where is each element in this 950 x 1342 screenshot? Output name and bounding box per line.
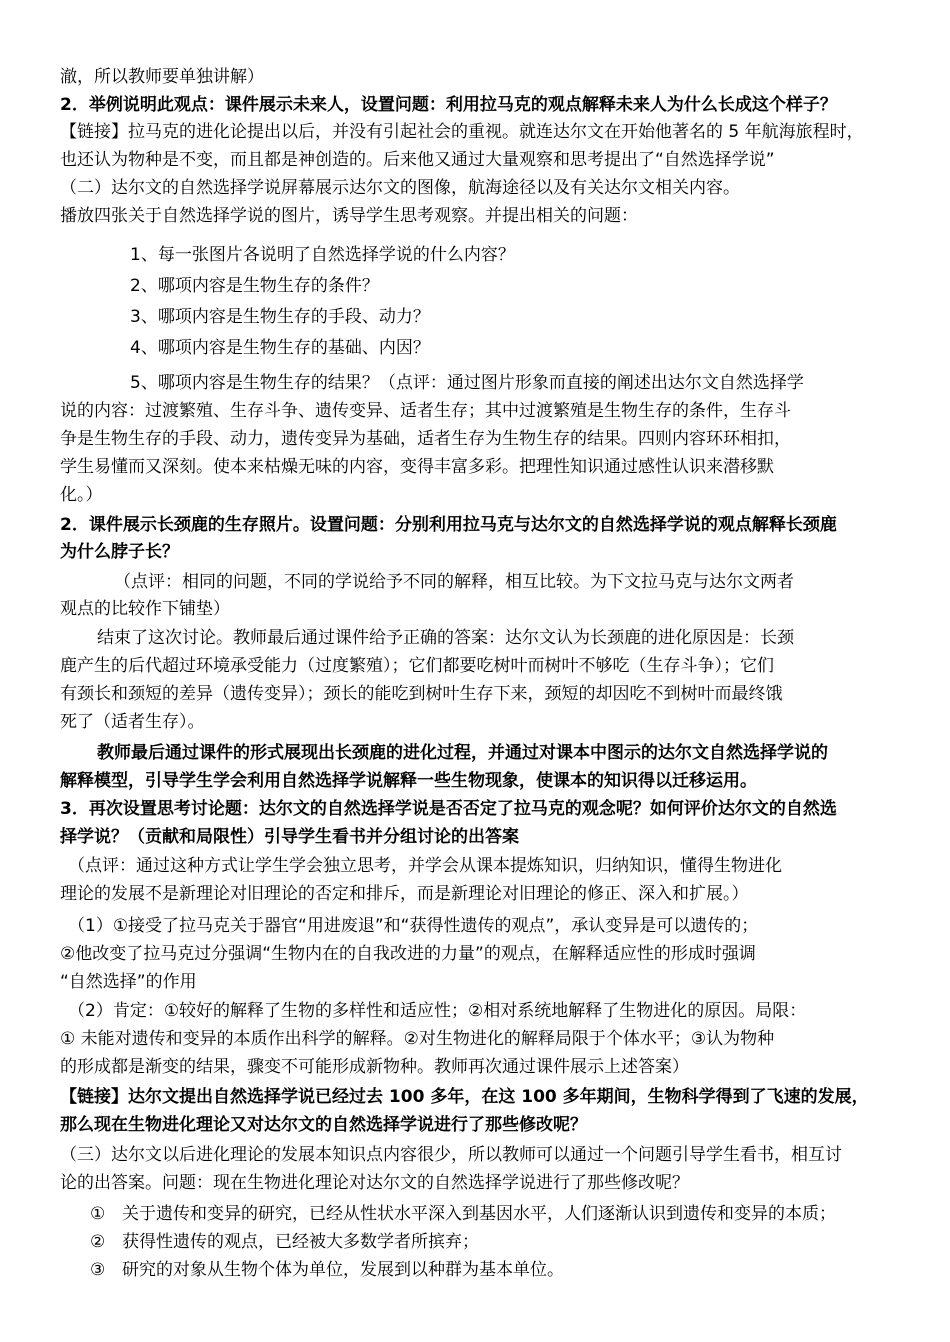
text-line: 争是生物生存的手段、动力，遗传变异为基础，适者生存为生物生存的结果。四则内容环环相扣， <box>60 429 791 449</box>
text-line: 3．再次设置思考讨论题：达尔文的自然选择学说是否否定了拉马克的观念呢？如何评价达尔文的自然选 <box>60 799 837 819</box>
text-line: 化。） <box>60 485 103 505</box>
text-line: 播放四张关于自然选择学说的图片，诱导学生思考观察。并提出相关的问题： <box>60 206 638 226</box>
text-line: 也还认为物种是不变，而且都是神创造的。后来他又通过大量观察和思考提出了“自然选择学说” <box>60 150 775 170</box>
text-line: 为什么脖子长？ <box>60 542 179 562</box>
list-item <box>90 1229 910 1255</box>
question-item: 5、哪项内容是生物生存的结果？（点评：通过图片形象而直接的阐述出达尔文自然选择学 <box>130 373 804 393</box>
text-line: 说的内容：过渡繁殖、生存斗争、遗传变异、适者生存；其中过渡繁殖是生物生存的条件，生存斗 <box>60 401 791 421</box>
text-line: 理论的发展不是新理论对旧理论的否定和排斥，而是新理论对旧理论的修正、深入和扩展。） <box>60 884 749 904</box>
question-item: 1、每一张图片各说明了自然选择学说的什么内容？ <box>130 245 515 265</box>
question-item: 2、哪项内容是生物生存的条件？ <box>130 276 379 296</box>
text-line: （点评：相同的问题，不同的学说给予不同的解释，相互比较。为下文拉马克与达尔文两者 <box>114 572 794 592</box>
text-line: 解释模型，引导学生学会利用自然选择学说解释一些生物现象，使课本的知识得以迁移运用。 <box>60 771 757 791</box>
text-line: 死了（适者生存）。 <box>60 712 205 732</box>
text-line: 论的出答案。问题：现在生物进化理论对达尔文的自然选择学说进行了那些修改呢？ <box>60 1173 689 1193</box>
list-item-text: 研究的对象从生物个体为单位，发展到以种群为基本单位。 <box>122 1260 564 1280</box>
list-item-text: 关于遗传和变异的研究，已经从性状水平深入到基因水平，人们逐渐认识到遗传和变异的本质； <box>122 1204 836 1224</box>
list-item-number: ① <box>90 1204 106 1224</box>
list-item-number: ② <box>90 1232 106 1252</box>
text-line: ① 未能对遗传和变异的本质作出科学的解释。②对生物进化的解释局限于个体水平；③认为物种 <box>60 1029 775 1049</box>
list-item <box>90 1257 910 1283</box>
list-item <box>90 1201 910 1227</box>
text-line: 教师最后通过课件的形式展现出长颈鹿的进化过程，并通过对课本中图示的达尔文自然选择学说的 <box>97 743 828 763</box>
list-item-number: ③ <box>90 1260 106 1280</box>
text-line: （2）肯定：①较好的解释了生物的多样性和适应性；②相对系统地解释了生物进化的原因。局限： <box>68 1001 807 1021</box>
text-line: 观点的比较作下铺垫） <box>60 599 230 619</box>
text-line: 鹿产生的后代超过环境承受能力（过度繁殖）；它们都要吃树叶而树叶不够吃（生存斗争）；它们 <box>60 656 774 676</box>
text-line: 的形成都是渐变的结果，骤变不可能形成新物种。教师再次通过课件展示上述答案） <box>60 1057 689 1077</box>
text-line: 有颈长和颈短的差异（遗传变异）；颈长的能吃到树叶生存下来，颈短的却因吃不到树叶而最终饿 <box>60 684 783 704</box>
text-line: 【链接】拉马克的进化论提出以后，并没有引起社会的重视。就连达尔文在开始他著名的 5 年航海旅程时， <box>60 122 864 142</box>
text-line: “自然选择”的作用 <box>60 972 197 992</box>
text-line: 那么现在生物进化理论又对达尔文的自然选择学说进行了那些修改呢？ <box>60 1115 587 1135</box>
list-item-text: 获得性遗传的观点，已经被大多数学者所摈弃； <box>122 1232 479 1252</box>
text-line: （1）①接受了拉马克关于器官“用进废退”和“获得性遗传的观点”，承认变异是可以遗传的； <box>68 916 759 936</box>
text-line: 择学说？（贡献和局限性）引导学生看书并分组讨论的出答案 <box>60 827 519 847</box>
text-line: 澈，所以教师要单独讲解） <box>60 67 264 87</box>
text-line: ②他改变了拉马克过分强调“生物内在的自我改进的力量”的观点，在解释适应性的形成时强调 <box>60 944 756 964</box>
question-item: 3、哪项内容是生物生存的手段、动力？ <box>130 307 430 327</box>
text-line: 学生易懂而又深刻。使本来枯燥无味的内容，变得丰富多彩。把理性知识通过感性认识来潜移默 <box>60 457 774 477</box>
text-line: （点评：通过这种方式让学生学会独立思考，并学会从课本提炼知识，归纳知识，懂得生物进化 <box>68 856 782 876</box>
text-line: （二）达尔文的自然选择学说屏幕展示达尔文的图像，航海途径以及有关达尔文相关内容。 <box>60 178 740 198</box>
text-line: （三）达尔文以后进化理论的发展本知识点内容很少，所以教师可以通过一个问题引导学生看书，相互讨 <box>60 1145 842 1165</box>
text-line: 【链接】达尔文提出自然选择学说已经过去 100 多年，在这 100 多年期间，生物科学得到了飞速的发展， <box>60 1087 869 1107</box>
question-item: 4、哪项内容是生物生存的基础、内因？ <box>130 338 430 358</box>
text-line: 2．课件展示长颈鹿的生存照片。设置问题：分别利用拉马克与达尔文的自然选择学说的观点解释长颈鹿 <box>60 515 837 535</box>
text-line: 结束了这次讨论。教师最后通过课件给予正确的答案：达尔文认为长颈鹿的进化原因是：长颈 <box>97 628 794 648</box>
text-line: 2．举例说明此观点：课件展示未来人，设置问题：利用拉马克的观点解释未来人为什么长成这个样子？ <box>60 95 837 115</box>
